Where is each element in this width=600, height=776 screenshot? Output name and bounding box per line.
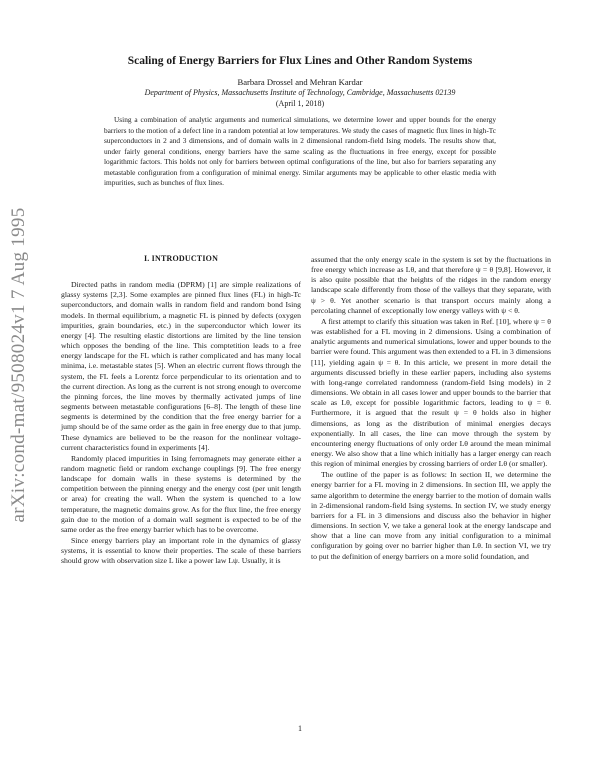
paper-authors: Barbara Drossel and Mehran Kardar xyxy=(237,77,363,87)
left-column xyxy=(61,254,301,568)
paper-date: (April 1, 2018) xyxy=(275,99,325,108)
paper-affiliation: Department of Physics, Massachusetts Institute of Technology, Cambridge, Massachusetts 02139 xyxy=(144,88,456,97)
page-number: 1 xyxy=(298,724,302,733)
paper-title: Scaling of Energy Barriers for Flux Lines and Other Random Systems xyxy=(127,55,473,67)
arxiv-stamp-text: arXiv:cond-mat/9508024v1 7 Aug 1995 xyxy=(8,207,29,523)
abstract xyxy=(104,115,496,189)
section-heading: I. INTRODUCTION xyxy=(143,254,219,263)
left-paragraph-3: Since energy barriers play an important role in the dynamics of glassy systems, it is essential to know their properties. The scale of these barriers should grow with observation size L like a power law Lψ. Usually, it is xyxy=(61,536,301,566)
right-paragraph-2: A first attempt to clarify this situation was taken in Ref. [10], where ψ = θ was established for a FL moving in 2 dimensions. Using a combination of analytic arguments and numerical simulations, lower and upper bounds to the barrier were found. This argument was then extended to a FL in 3 dimensions [11], yielding again ψ = θ. In this article, we present in more detail the arguments discussed briefly in these earlier papers, including also systems with long-range correlated randomness (random-field Ising models) in 2 dimensions. We obtain in all cases lower and upper bounds to the barrier that scale as Lθ, except for possible logarithmic factors, leading to ψ = θ. Furthermore, it is argued that the result ψ = θ holds also in higher dimensions, as long as the distribution of minimal energies decays exponentially. In all cases, the line can move through the system by encountering energy fluctuations of only order Lθ around the mean minimal energy. We also show that a line which initially has a larger energy can reach this region of minimal energies by crossing barriers of order Lθ (or smaller). xyxy=(311,316,551,469)
left-paragraph-1: Directed paths in random media (DPRM) [1] are simple realizations of glassy systems [2,3]. Some examples are pinned flux lines (FL) in high-Tc superconductors, and domain walls in random field and random bond Ising models. In thermal equilibrium, a magnetic FL is pinned by defects (oxygen impurities, grain boundaries, etc.) in the superconductor which lower its energy [4]. The resulting elastic distortions are limited by the line tension which opposes the bending of the line. This comptetition leads to a free energy landscape for the FL which is rather complicated and has many local minima, i.e. metastable states [5]. When an electric current flows through the system, the FL feels a Lorentz force perpendicular to its orientation and to the current direction. As long as the current is not strong enough to overcome the pinning forces, the line moves by thermally activated jumps of line segments between metastable configurations [6–8]. The length of these line segments is determined by the condition that the free energy barrier for a jump should be of the same order as the gain in free energy due to that jump. These dynamics are believed to be the reason for the nonlinear voltage-current characteristics found in experiments [4]. xyxy=(61,280,301,452)
right-paragraph-1: assumed that the only energy scale in the system is set by the fluctuations in free energy which increase as Lθ, and that therefore ψ = θ [9,8]. However, it is also quite possible that the heights of the ridges in the random energy landscape scale differently from those of the valleys that they separate, with ψ > θ. Yet another scenario is that transport occurs mainly along a percolating channel of exceptionally low energy valleys with ψ < θ. xyxy=(311,255,551,315)
left-paragraph-2: Randomly placed impurities in Ising ferromagnets may generate either a random magnetic field or random exchange couplings [9]. The free energy landscape for domain walls in these systems is determined by the competition between the pinning energy and the energy cost (per unit length or area) for creating the wall. When the system is quenched to a low temperature, the magnetic domains grow. As for the flux line, the free energy gain due to the motion of a domain wall segment is expected to be of the same order as the free energy barrier which has to be overcome. xyxy=(61,453,301,534)
right-column xyxy=(311,255,551,563)
arxiv-stamp xyxy=(2,190,36,540)
abstract-text: Using a combination of analytic arguments and numerical simulations, we determine lower and upper bounds for the energy barriers to the motion of a defect line in a random potential at low temperatures. We study the cases of magnetic flux lines in high-Tc superconductors in 2 and 3 dimensions, and of domain walls in 2 dimensional random-field Ising models. The results show that, under fairly general conditions, energy barriers have the same scaling as the fluctuations in free energy, except for possible logarithmic factors. This holds not only for barriers between optimal configurations of the line, but also for barriers separating any metastable configuration from a configuration of minimal energy. Similar arguments may be applicable to other elastic media with impurities, such as bunches of flux lines. xyxy=(104,115,496,187)
right-paragraph-3: The outline of the paper is as follows: In section II, we determine the energy barrier for a FL moving in 2 dimensions. In section III, we apply the same algorithm to determine the energy barrier to the motion of domain walls in 2-dimensional random-field Ising systems. In section IV, we study energy barriers for a FL in 3 dimensions and discuss also the behavior in higher dimensions. In section V, we take a general look at the energy landscape and show that a line can move from any initial configuration to a minimal configuration by going over no barrier higher than Lθ. In section VI, we try to put the definition of energy barriers on a more solid foundation, and xyxy=(311,470,551,561)
